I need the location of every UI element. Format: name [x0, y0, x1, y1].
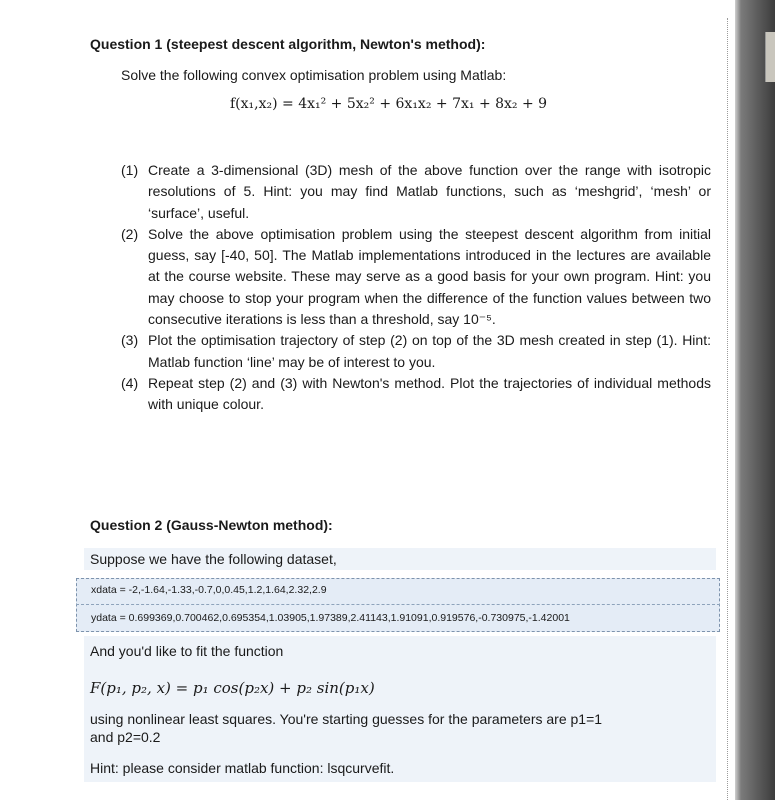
step-number: (4) — [121, 374, 139, 391]
question1-steps — [121, 160, 711, 416]
step-text: Create a 3-dimensional (3D) mesh of the above function over the range with isotropic resolutions of 5. Hint: you may find Matlab functions, such as ‘meshgrid’, ‘mesh’ or ‘surface’, useful. — [148, 162, 711, 221]
question2-title: Question 2 — [90, 517, 163, 533]
step-item — [121, 160, 711, 224]
fit-function-formula — [90, 679, 375, 697]
question2-intro: Suppose we have the following dataset, — [90, 551, 337, 567]
guess-line-1: using nonlinear least squares. You're starting guesses for the parameters are p1=1 — [90, 711, 603, 727]
fit-intro: And you'd like to fit the function — [90, 643, 284, 659]
objective-function-text: f(x₁,x₂) = 4x₁² + 5x₂² + 6x₁x₂ + 7x₁ + 8x₂ + 9 — [230, 96, 548, 112]
question2-subtitle: (Gauss-Newton method): — [166, 517, 333, 533]
question2-heading — [90, 517, 333, 533]
page-margin-guide — [727, 18, 728, 800]
window-edge — [735, 0, 775, 800]
step-number: (1) — [121, 162, 139, 178]
hint-line: Hint: please consider matlab function: lsqcurvefit. — [90, 760, 395, 776]
objective-function-formula — [230, 96, 547, 112]
question1-intro: Solve the following convex optimisation problem using Matlab: — [121, 67, 507, 83]
xdata-line: xdata = -2,-1.64,-1.33,-0.7,0,0.45,1.2,1.64,2.32,2.9 — [91, 584, 327, 596]
adjacent-window-thumbnail — [765, 32, 775, 82]
dataset-separator — [76, 604, 720, 605]
question1-subtitle: (steepest descent algorithm, Newton's method): — [166, 36, 486, 52]
step-number: (2) — [121, 225, 139, 242]
guess-line-2: and p2=0.2 — [90, 729, 161, 745]
step-text: Repeat step (2) and (3) with Newton's method. Plot the trajectories of individual methods with unique colour. — [148, 374, 711, 413]
ydata-line: ydata = 0.699369,0.700462,0.695354,1.03905,1.97389,2.41143,1.91091,0.919576,-0.730975,-1.42001 — [91, 612, 570, 624]
question1-title: Question 1 — [90, 36, 163, 52]
step-item — [121, 330, 711, 373]
step-number: (3) — [121, 332, 139, 349]
step-item — [121, 224, 711, 330]
step-text: Plot the optimisation trajectory of step (2) on top of the 3D mesh created in step (1). Hint: Matlab function ‘line’ may be of interest to you. — [148, 332, 711, 370]
step-text: Solve the above optimisation problem using the steepest descent algorithm from initial guess, say [-40, 50]. The Matlab implementations introduced in the lectures are available at the course website. These may serve as a good basis for your own program. Hint: you may choose to stop your program when the difference of the function values between two consecutive iterations is less than a threshold, say 10⁻⁵. — [148, 225, 711, 328]
step-item — [121, 373, 711, 416]
fit-function-text: F(p₁, p₂, x) = p₁ cos(p₂x) + p₂ sin(p₁x) — [90, 679, 375, 697]
question1-heading — [90, 36, 485, 52]
